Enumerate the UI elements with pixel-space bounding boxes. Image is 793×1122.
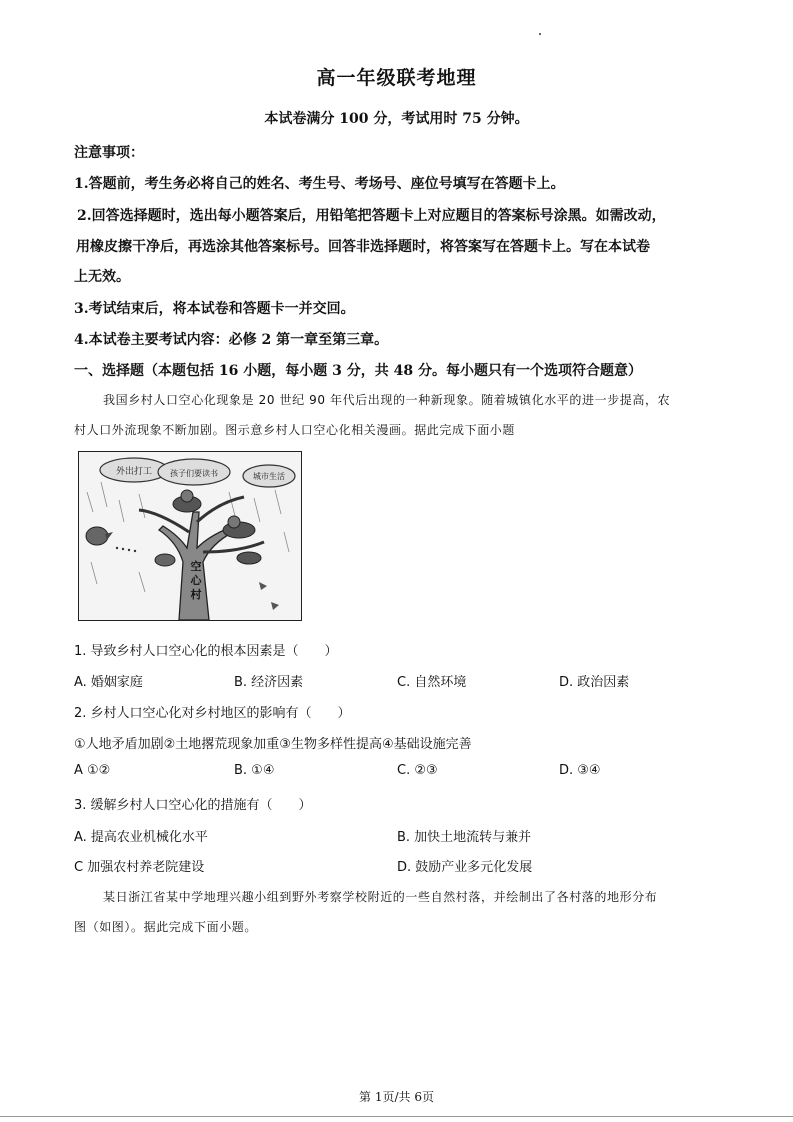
page-bottom-rule: [0, 1116, 793, 1117]
page-title: 高一年级联考地理: [316, 67, 477, 89]
notice-item: 上无效。: [74, 269, 130, 285]
trunk-char: 空: [190, 560, 202, 573]
section-heading: 一、选择题（本题包括 16 小题，每小题 3 分，共 48 分。每小题只有一个选项符合题意）: [74, 363, 642, 379]
q3-option-b: B. 加快土地流转与兼并: [397, 830, 532, 845]
notice-item: 2.回答选择题时，选出每小题答案后，用铅笔把答题卡上对应题目的答案标号涂黑。如需改动，: [77, 208, 666, 224]
cloud-label-right: 城市生活: [253, 472, 285, 481]
q1-option-a: A. 婚姻家庭: [74, 675, 143, 690]
question-1-stem: 1. 导致乡村人口空心化的根本因素是（ ）: [74, 644, 338, 659]
passage-line: 我国乡村人口空心化现象是 20 世纪 90 年代后出现的一种新现象。随着城镇化水平的进一步提高，农: [103, 393, 671, 407]
q1-option-d: D. 政治因素: [559, 675, 630, 690]
notice-item: 4.本试卷主要考试内容：必修 2 第一章至第三章。: [74, 332, 389, 348]
question-2-statements: ①人地矛盾加剧②土地撂荒现象加重③生物多样性提高④基础设施完善: [74, 737, 472, 752]
q2-option-d: D. ③④: [559, 763, 601, 778]
notice-item: 1.答题前，考生务必将自己的姓名、考生号、考场号、座位号填写在答题卡上。: [74, 176, 565, 192]
q3-option-c: C 加强农村养老院建设: [74, 860, 205, 875]
exam-info: 本试卷满分 100 分，考试用时 75 分钟。: [264, 111, 529, 127]
q3-option-d: D. 鼓励产业多元化发展: [397, 860, 533, 875]
passage-line: 村人口外流现象不断加剧。图示意乡村人口空心化相关漫画。据此完成下面小题: [74, 423, 516, 437]
q2-option-c: C. ②③: [397, 763, 438, 778]
trunk-char: 心: [190, 574, 202, 587]
question-2-stem: 2. 乡村人口空心化对乡村地区的影响有（ ）: [74, 706, 351, 721]
q1-option-c: C. 自然环境: [397, 675, 467, 690]
cloud-label-left: 外出打工: [115, 467, 153, 477]
notice-heading: 注意事项：: [74, 145, 144, 161]
q2-option-a: A ①②: [74, 763, 111, 778]
notice-item: 3.考试结束后，将本试卷和答题卡一并交回。: [74, 301, 355, 317]
q2-option-b: B. ①④: [234, 763, 275, 778]
page-number: 第 1页/共 6页: [359, 1090, 434, 1104]
scan-speck: [539, 33, 541, 35]
passage-line: 某日浙江省某中学地理兴趣小组到野外考察学校附近的一些自然村落，并绘制出了各村落的地形分布: [103, 890, 658, 904]
notice-item: 用橡皮擦干净后，再选涂其他答案标号。回答非选择题时，将答案写在答题卡上。写在本试卷: [76, 239, 650, 255]
cartoon-drawing: [79, 452, 301, 620]
hollow-village-cartoon: [78, 451, 302, 621]
cloud-label-mid: 孩子们要读书: [170, 469, 218, 478]
q1-option-b: B. 经济因素: [234, 675, 304, 690]
question-3-stem: 3. 缓解乡村人口空心化的措施有（ ）: [74, 798, 312, 813]
passage-line: 图（如图）。据此完成下面小题。: [74, 920, 258, 934]
q3-option-a: A. 提高农业机械化水平: [74, 830, 208, 845]
trunk-char: 村: [190, 588, 202, 601]
